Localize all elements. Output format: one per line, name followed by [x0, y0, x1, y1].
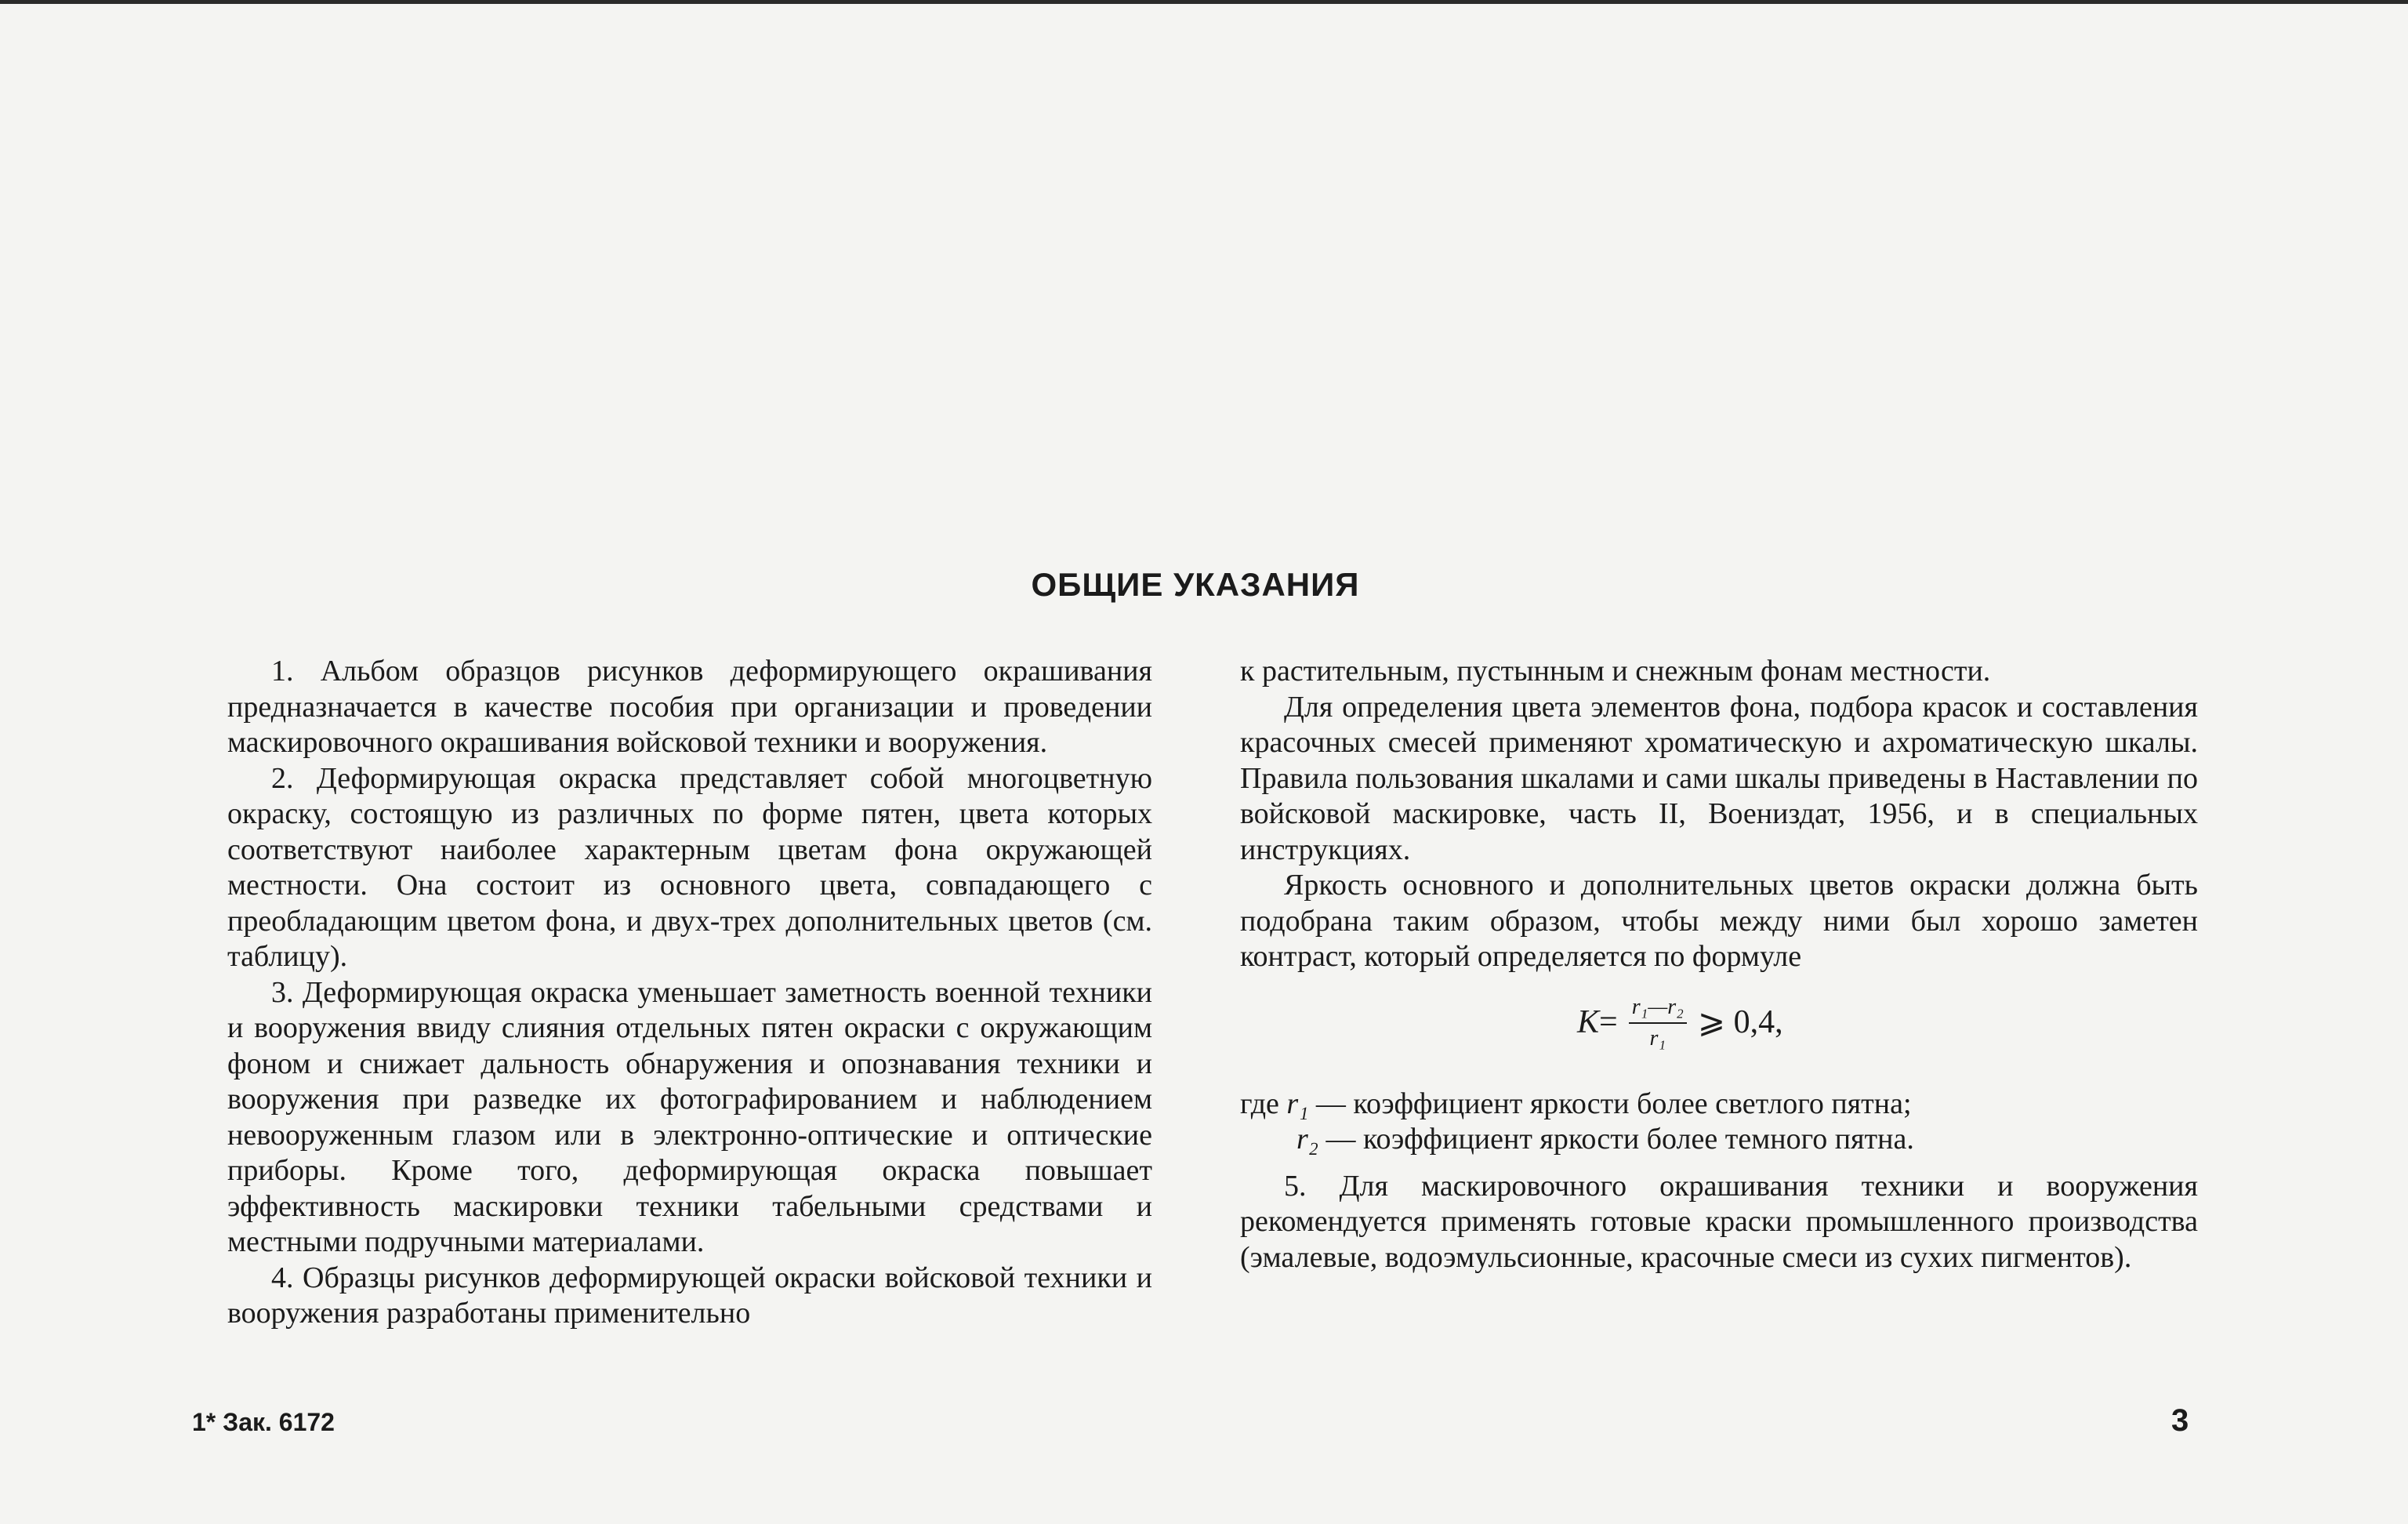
- formula-numerator: r₁—r₂: [1629, 994, 1687, 1024]
- definition-r1-symbol: r₁: [1286, 1087, 1309, 1120]
- paragraph-5: 5. Для маскировочного окрашивания техники и вооружения рекомендуется применять готовые краски промышленного производства (эмалевые, водоэмульсионные, красочные смеси из сухих пигментов).: [1240, 1169, 2198, 1274]
- definition-r1: [1240, 1087, 2198, 1123]
- page-top-edge: [0, 0, 2408, 4]
- formula-fraction: [1629, 994, 1687, 1052]
- definition-r2-text: — коэффициент яркости более темного пятна.: [1325, 1123, 1914, 1156]
- contrast-formula: [1240, 982, 2198, 1076]
- paragraph-3: 3. Деформирующая окраска уменьшает заметность военной техники и вооружения ввиду слияния отдельных пятен окраски с окружающим фоном и снижает дальность обнаружения и опознавания техники и вооружения при разведке их фотографированием и наблюдением невооруженным глазом или в электронно-оптические и оптические приборы. Кроме того, деформирующая окраска повышает эффективность маскировки техники табельными средствами и местными подручными материалами.: [227, 975, 1152, 1258]
- page-title: ОБЩИЕ УКАЗАНИЯ: [1031, 566, 1360, 603]
- definition-r2: [1240, 1122, 2198, 1158]
- right-column: [1240, 654, 2198, 1275]
- definition-r2-symbol: r₂: [1296, 1123, 1318, 1156]
- page-number: 3: [2171, 1403, 2189, 1438]
- paragraph-4: 4. Образцы рисунков деформирующей окраски войсковой техники и вооружения разработаны применительно: [227, 1261, 1152, 1330]
- formula-rhs: ⩾ 0,4,: [1697, 1003, 1783, 1040]
- paragraph-brightness: Яркость основного и дополнительных цветов окраски должна быть подобрана таким образом, чтобы между ними был хорошо заметен контраст, который определяется по формуле: [1240, 869, 2198, 973]
- paragraph-4-continued: к растительным, пустынным и снежным фонам местности.: [1240, 655, 1991, 688]
- formula-lhs: K: [1577, 1003, 1600, 1040]
- formula-denominator: r₁: [1649, 1025, 1666, 1050]
- formula-equals: =: [1599, 1003, 1618, 1040]
- paragraph-color-scales: Для определения цвета элементов фона, подбора красок и составления красочных смесей применяют хроматическую и ахроматическую шкалы. Правила пользования шкалами и сами шкалы приведены в Наставлении по войсковой маскировке, часть II, Воениздат, 1956, и в специальных инструкциях.: [1240, 690, 2198, 866]
- footer-order-number: 1* Зак. 6172: [192, 1408, 335, 1436]
- left-column: [227, 654, 1152, 1332]
- definition-r1-text: — коэффициент яркости более светлого пятна;: [1315, 1087, 1912, 1120]
- paragraph-1: 1. Альбом образцов рисунков деформирующего окрашивания предназначается в качестве пособия при организации и проведении маскировочного окрашивания войсковой техники и вооружения.: [227, 655, 1152, 759]
- paragraph-2: 2. Деформирующая окраска представляет собой многоцветную окраску, состоящую из различных по форме пятен, цвета которых соответствуют наиболее характерным цветам фона окружающей местности. Она состоит из основного цвета, совпадающего с преобладающим цветом фона, и двух-трех дополнительных цветов (см. таблицу).: [227, 761, 1152, 973]
- definition-prefix: где: [1240, 1087, 1279, 1120]
